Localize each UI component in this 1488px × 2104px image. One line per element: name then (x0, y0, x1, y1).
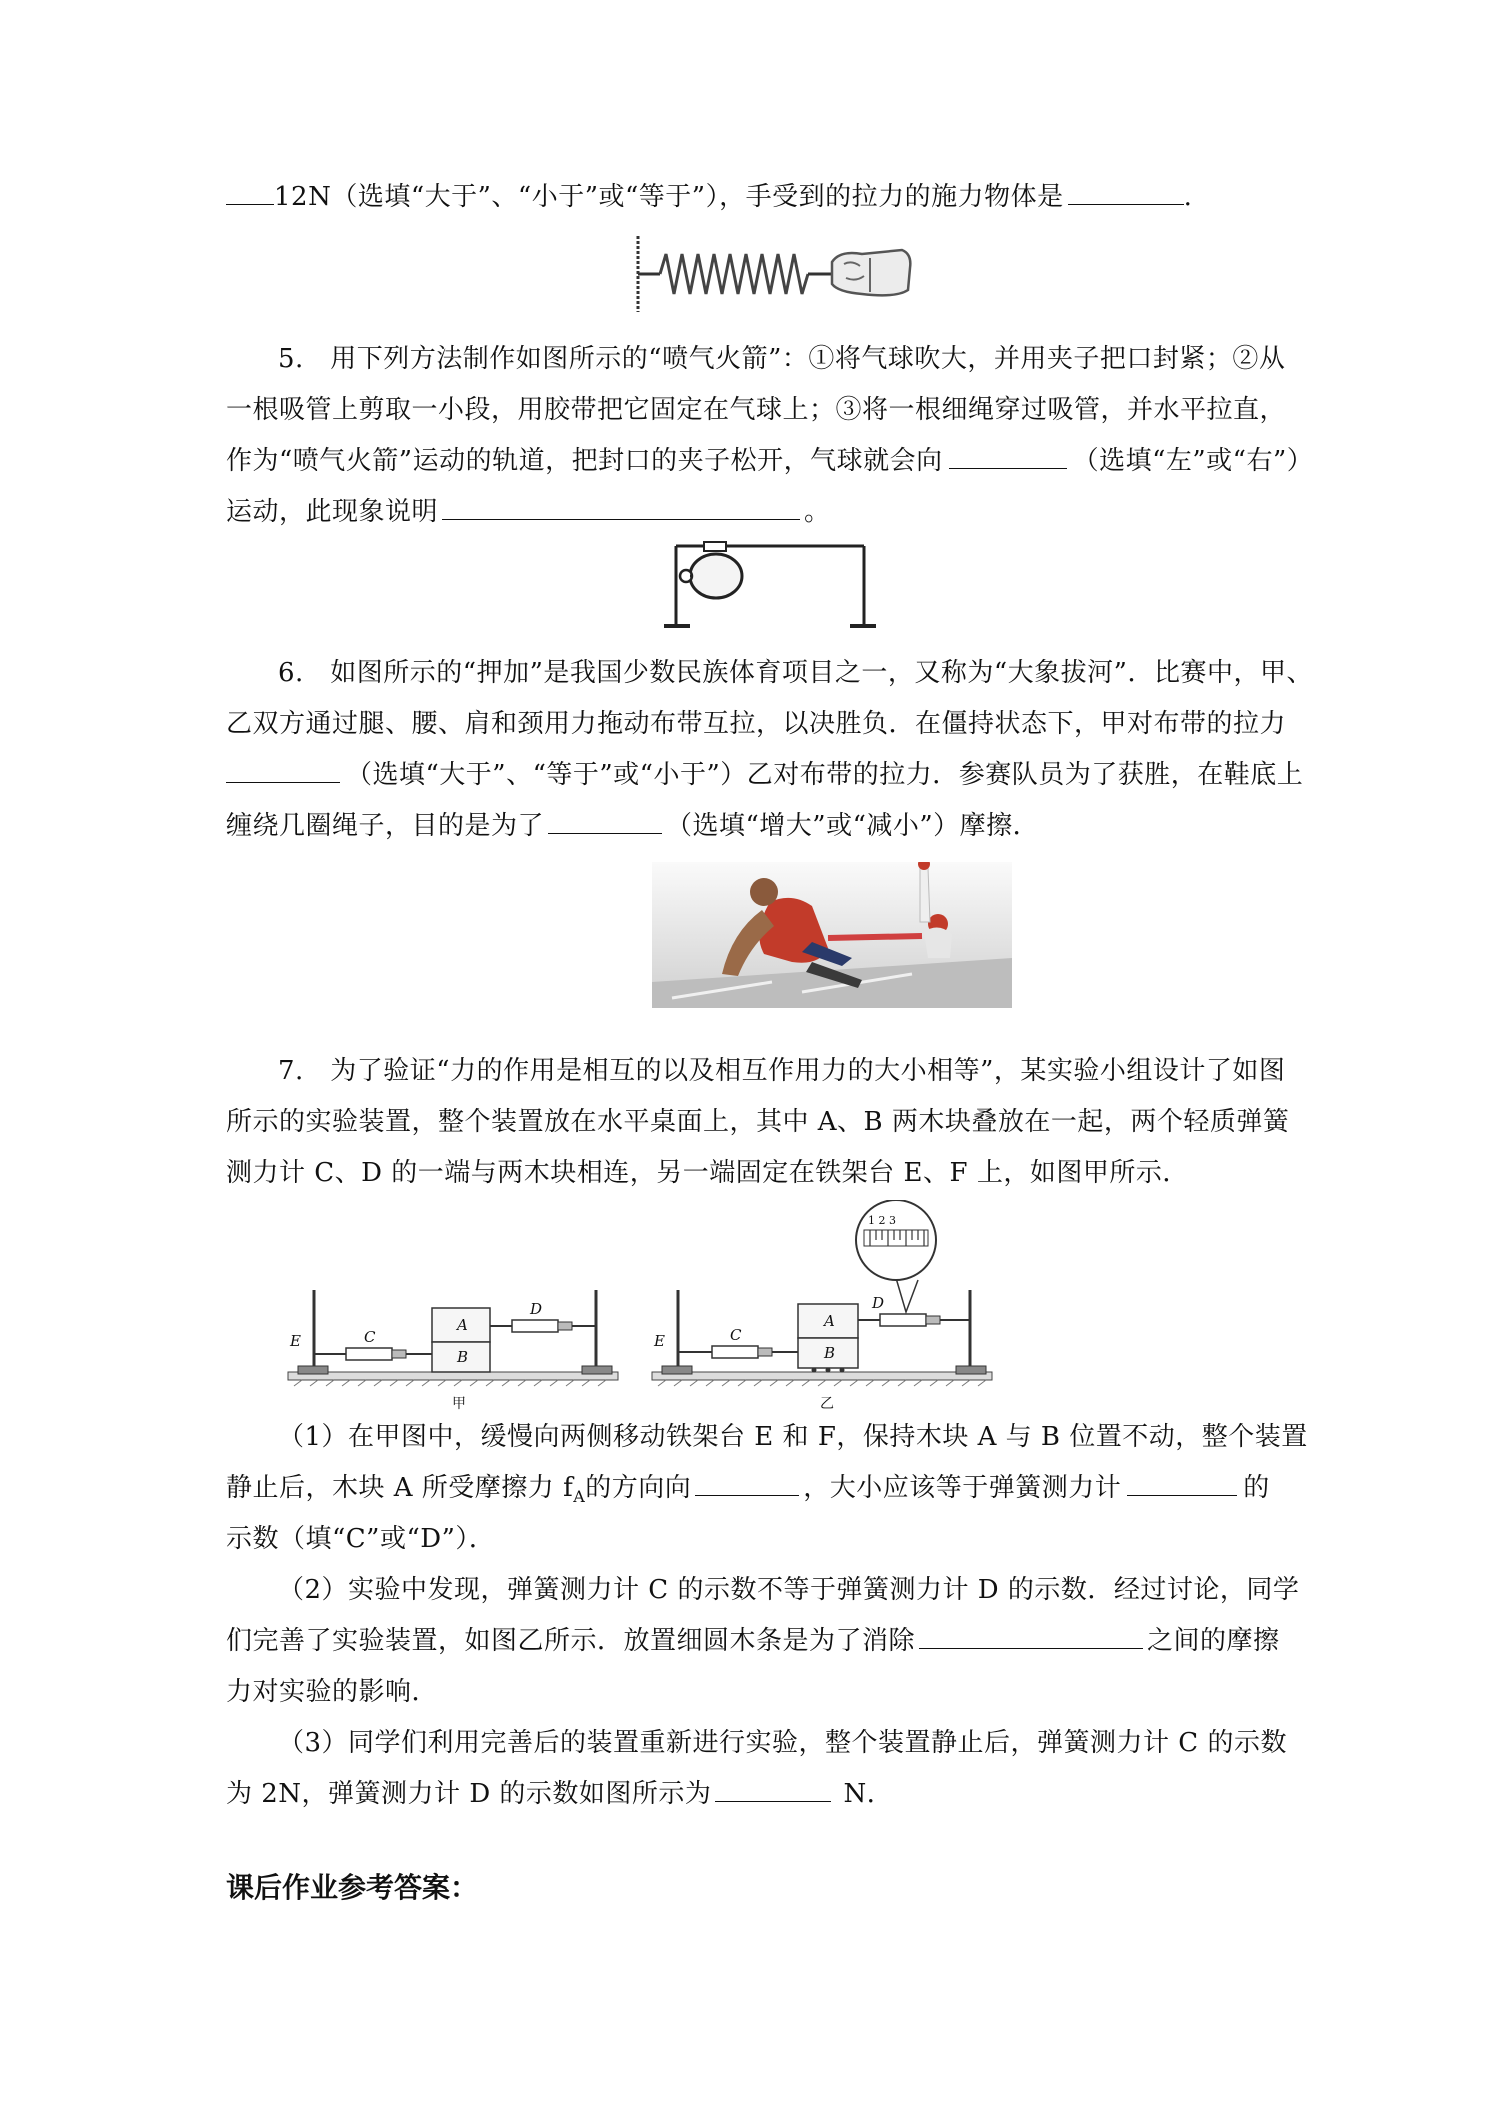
q7-line-3: 测力计 C、D 的一端与两木块相连，另一端固定在铁架台 E、F 上，如图甲所示． (226, 1158, 1189, 1188)
label-B: B (824, 1344, 836, 1362)
spring-figure (626, 232, 916, 316)
q6-line-4: 缠绕几圈绳子，目的是为了 （选填“增大”或“减小”）摩擦． (226, 811, 1040, 841)
label-E: E (290, 1332, 301, 1350)
yajia-photo (652, 862, 1012, 1008)
answers-heading: 课后作业参考答案： (226, 1871, 479, 1904)
balloon-rocket-figure (664, 538, 884, 632)
label-E: E (654, 1332, 665, 1350)
label-C: C (730, 1326, 742, 1344)
figure-yi (652, 1200, 992, 1412)
q5-line-1: 5. 用下列方法制作如图所示的“喷气火箭”：①将气球吹大，并用夹子把口封紧；②从 (278, 344, 1286, 374)
q7-part1-line-3: 示数（填“C”或“D”）． (226, 1524, 496, 1554)
label-B: B (457, 1348, 469, 1366)
answer-blank[interactable] (226, 758, 340, 783)
q6-line-2: 乙双方通过腿、腰、肩和颈用力拖动布带互拉，以决胜负．在僵持状态下，甲对布带的拉力 (226, 709, 1287, 739)
q6-line-3: （选填“大于”、“等于”或“小于”）乙对布带的拉力．参赛队员为了获胜，在鞋底上 (226, 758, 1303, 792)
label-D: D (872, 1294, 885, 1312)
label-A: A (457, 1316, 468, 1334)
caption-jia: 甲 (452, 1396, 466, 1412)
q7-line-2: 所示的实验装置，整个装置放在水平桌面上，其中 A、B 两木块叠放在一起，两个轻质弹簧 (226, 1107, 1290, 1137)
scale-reading: 1 2 3 (868, 1214, 896, 1227)
answer-blank[interactable] (1068, 180, 1184, 205)
label-D: D (530, 1300, 543, 1318)
q7-line-1: 7. 为了验证“力的作用是相互的以及相互作用力的大小相等”，某实验小组设计了如图 (278, 1056, 1286, 1086)
answer-blank[interactable] (695, 1471, 799, 1496)
answer-blank[interactable] (226, 180, 274, 205)
q7-part1-line-1: （1）在甲图中，缓慢向两侧移动铁架台 E 和 F，保持木块 A 与 B 位置不动，整个装置 (278, 1422, 1308, 1452)
q6-line-1: 6. 如图所示的“押加”是我国少数民族体育项目之一，又称为“大象拔河”．比赛中，甲、 (278, 658, 1313, 688)
q5-line-4: 运动，此现象说明 。 (226, 497, 831, 527)
q5-line-2: 一根吸管上剪取一小段，用胶带把它固定在气球上；③将一根细绳穿过吸管，并水平拉直， (226, 395, 1287, 425)
answer-blank[interactable] (548, 809, 662, 834)
label-A: A (824, 1312, 835, 1330)
answer-blank[interactable] (715, 1777, 831, 1802)
q5-line-3: 作为“喷气火箭”运动的轨道，把封口的夹子松开，气球就会向 （选填“左”或“右”） (226, 446, 1314, 476)
q7-part3-line-1: （3）同学们利用完善后的装置重新进行实验，整个装置静止后，弹簧测力计 C 的示数 (278, 1728, 1287, 1758)
answer-blank[interactable] (1127, 1471, 1237, 1496)
q7-part2-line-3: 力对实验的影响． (226, 1677, 439, 1707)
experiment-figure (280, 1200, 1000, 1414)
q7-part2-line-1: （2）实验中发现，弹簧测力计 C 的示数不等于弹簧测力计 D 的示数．经过讨论，同学 (278, 1575, 1300, 1605)
caption-yi: 乙 (820, 1396, 834, 1412)
q7-part2-line-2: 们完善了实验装置，如图乙所示．放置细圆木条是为了消除 之间的摩擦 (226, 1626, 1280, 1656)
label-C: C (364, 1328, 376, 1346)
q7-part3-line-2: 为 2N，弹簧测力计 D 的示数如图所示为 N． (226, 1779, 894, 1809)
answer-blank[interactable] (442, 495, 800, 520)
q7-part1-line-2: 静止后，木块 A 所受摩擦力 $f_A$的方向向 ，大小应该等于弹簧测力计 的 (226, 1473, 1270, 1507)
figure-jia (288, 1290, 618, 1412)
q4-line: 12N（选填“大于”、“小于”或“等于”），手受到的拉力的施力物体是 . (226, 180, 1192, 214)
answer-blank[interactable] (949, 444, 1067, 469)
answer-blank[interactable] (919, 1624, 1143, 1649)
